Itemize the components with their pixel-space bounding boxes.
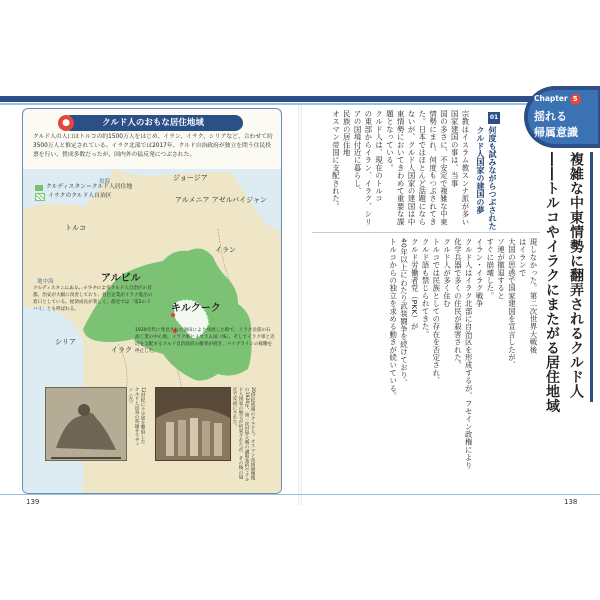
bottom-rule-right xyxy=(300,494,600,495)
page-number-right: 138 xyxy=(564,498,578,506)
chapter-title-line2: 帰属意識 xyxy=(534,126,578,139)
main-title-line2: ――トルコやイラクにまたがる居住地域 xyxy=(544,152,560,413)
body-text-line: トルコからの独立を求める動きが続いている。 xyxy=(388,238,398,400)
body-text-line: 大国の思惑で国家建国を宣言したが、 xyxy=(507,238,517,369)
label-iran: イラン xyxy=(215,246,236,254)
panel-title-text: クルド人のおもな居住地域 xyxy=(102,118,204,128)
body-text-line: 国の多さに、不安定で複雑な中東 xyxy=(439,110,449,226)
body-text-line: 現しなかった。第二次世界大戦後 xyxy=(529,238,538,354)
label-turkey: トルコ xyxy=(65,224,86,232)
panel-intro: クルド人の人口はトルコの約1500万人をはじめ、イラン、イラク、シリアなど、合わせて約3500万人と推定されている。イラク北部では2017年、クルド自治政府が独立を問う住民投票を行い、賛成多数だったが、国内外の猛反発につぶされた。 xyxy=(33,134,273,158)
top-rule xyxy=(0,96,600,102)
photo1-caption: 12世紀に十字軍を撃退したクルド人出身の英雄サラディン（左） xyxy=(128,387,145,447)
body-text-line: 東情勢においてきわめて重要な課 xyxy=(396,110,406,226)
body-text-line: はイランで xyxy=(518,238,528,277)
body-text-line: オスマン帝国に支配された。 xyxy=(331,110,341,211)
book-gutter xyxy=(298,105,302,505)
body-text-line: クルド人は、現在のトルコ xyxy=(374,110,384,203)
chapter-title-line1: 揺れる xyxy=(534,110,567,123)
main-title-line1: 複雑な中東情勢に翻弄されるクルド人 xyxy=(568,152,584,399)
body-text-line: の東部からイラン、イラク、シリ xyxy=(363,110,373,226)
legend-item-kurdistan: クルディスタン＝クルド人居住地 xyxy=(46,184,133,190)
title-accent-bar xyxy=(590,152,593,402)
label-georgia: ジョージア xyxy=(173,174,208,182)
map-panel xyxy=(22,108,282,494)
saladin-illustration xyxy=(45,387,127,461)
map-legend xyxy=(35,183,132,201)
page-number-left: 139 xyxy=(26,498,40,506)
body-text-line: 国家建国の事は、当事 xyxy=(450,110,460,187)
note-erbil: クルディスタンにあり、イラクによるクルド人自治区の首都。治安が大幅に改善しており、名目企業がイラク進出の窓口としている。経済成長が著しく、最近では「第2のドバイ」とも呼ばれる。 xyxy=(33,286,153,312)
pin-icon: ● xyxy=(58,115,74,131)
panel-title xyxy=(63,115,243,131)
bottom-rule-left xyxy=(0,494,300,495)
subhead-number: 01 xyxy=(488,112,500,124)
photo2-caption: 20世紀初頭のクルド人。オスマン帝国崩壊後の1920年、第一次世界大戦の講和条約でクルド人国家の独立が約束されたが、その後の協定で反故にされた。 xyxy=(232,387,255,482)
body-text-line: ソ連が撤退すると xyxy=(496,238,506,300)
body-text-line: 民族の居住地 xyxy=(342,110,352,157)
kurdish-people-photo xyxy=(155,387,231,461)
chapter-tab xyxy=(520,86,600,148)
label-syria: シリア xyxy=(55,338,76,346)
label-med-sea: 地中海 xyxy=(37,279,54,285)
column-divider xyxy=(312,232,540,233)
body-text-line: クルド労働者党（PKK）が xyxy=(410,238,420,331)
body-text-line: 化学兵器で多くの住民が殺害された。 xyxy=(453,238,463,369)
label-armenia-azerbaijan: アルメニア アゼルバイジャン xyxy=(175,196,268,204)
label-kirkuk: キルクーク xyxy=(171,303,221,314)
body-text-line: 40年以上にわたり武装闘争を続けており、 xyxy=(399,238,409,387)
body-text-line: 題となっている。 xyxy=(385,110,395,172)
body-text-line: 情勢にまれ、何度もつぶされてき xyxy=(428,110,438,226)
legend-swatch-kurdistan xyxy=(35,185,43,191)
body-text-line: クルド語も禁じられてきた。 xyxy=(421,238,431,339)
body-lower-block xyxy=(312,238,538,486)
body-text-line: アの国境付近に暮らし、 xyxy=(353,110,363,195)
body-text-line: クルド人が多く住む xyxy=(442,238,452,308)
body-text-line: すぐに崩壊した。 xyxy=(485,238,495,300)
subhead-line2: クルド人国家の建国の夢 xyxy=(476,126,485,214)
body-text-line: イラン・イラク戦争 xyxy=(475,238,485,308)
label-erbil: アルビル xyxy=(101,273,141,284)
chapter-number: 5 xyxy=(570,94,581,105)
label-iraq: イラク xyxy=(111,346,132,354)
body-text-line: 宗教はイスラム教スンナ派が多い xyxy=(461,110,470,226)
label-black-sea: 黒海 xyxy=(99,179,111,185)
body-text-line: クルド人はイラク北部に自治区を形成するが、フセイン政権により xyxy=(464,238,474,469)
subhead-line1: 何度も試みながらつぶされた xyxy=(488,126,497,230)
body-text-line: た。日本ではほとんど話題になら xyxy=(417,110,427,226)
legend-swatch-autonomy xyxy=(35,193,45,201)
chapter-label: Chapter 5 xyxy=(534,94,581,105)
legend-item-autonomy: イラクのクルド人自治区 xyxy=(48,193,112,199)
body-upper-block xyxy=(312,110,470,228)
body-text-line: トルコでは民族としての存在を否定され、 xyxy=(431,238,441,385)
body-text-line: ないが、クルド人国家の建国は中 xyxy=(407,110,417,226)
note-kirkuk: 1920年代に発見された油田により発展した街で、イラク北部の石油工業の中心地。イラク軍とイスラム国（IS）、そしてイラク軍と近辺を支配するクルド自治政府の衝突が続き、パイプラインの稼働を停止した。 xyxy=(135,328,275,354)
